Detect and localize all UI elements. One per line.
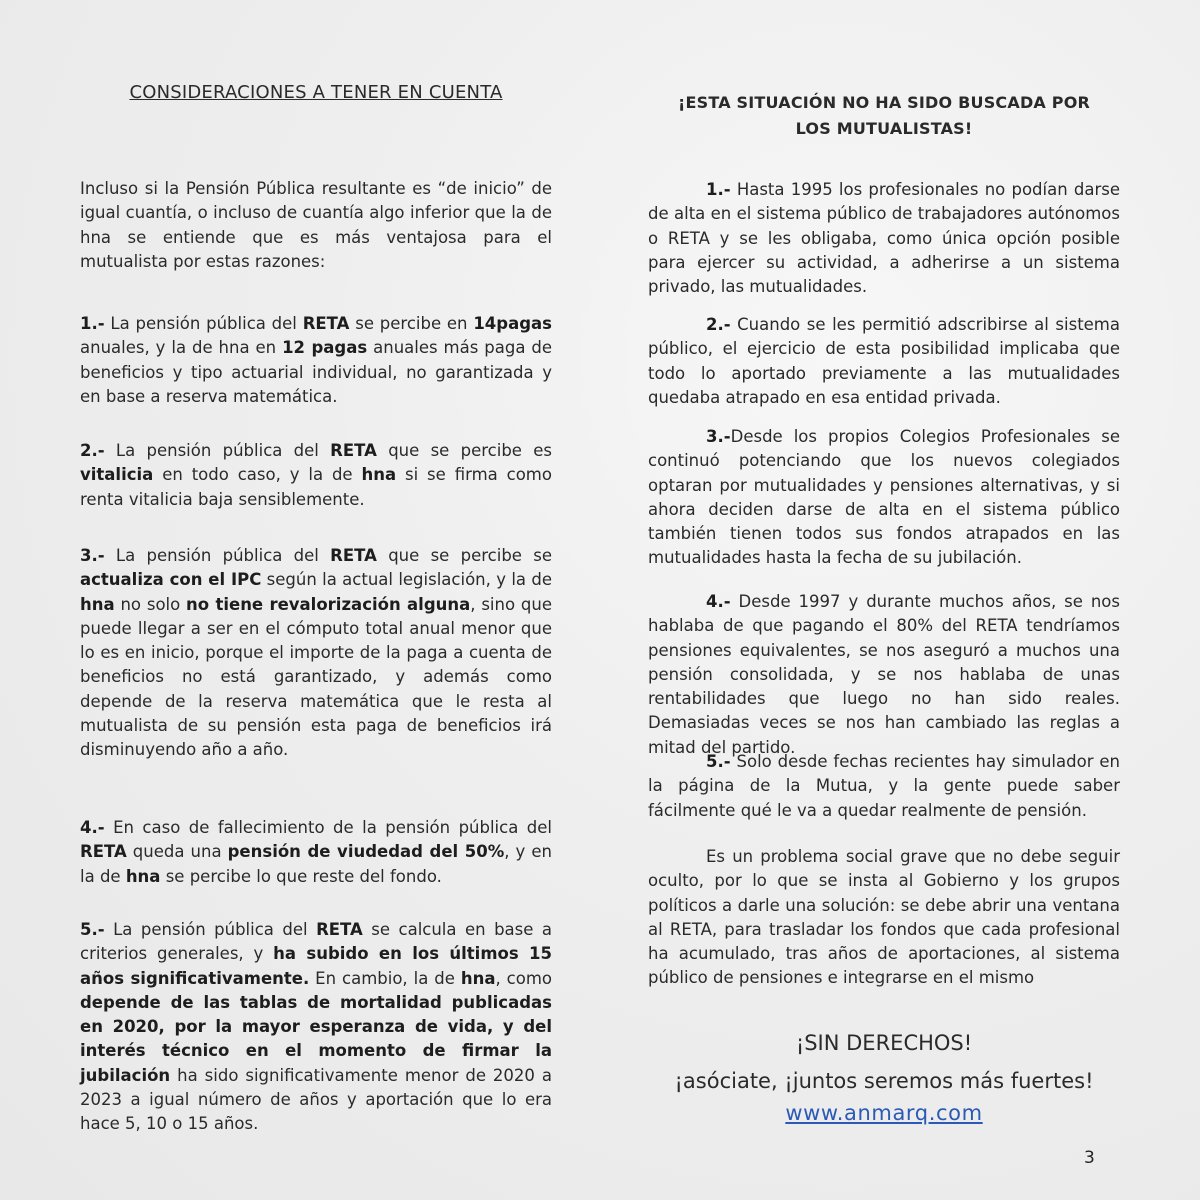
left-item-2: 2.- La pensión pública del RETA que se percibe es vitalicia en todo caso, y la de hna si se firma como renta vitalicia baja sensiblemente. (80, 441, 552, 509)
right-heading-line-2: LOS MUTUALISTAS! (795, 119, 973, 138)
left-intro: Incluso si la Pensión Pública resultante es “de inicio” de igual cuantía, o incluso de cuantía algo inferior que la de hna se entiende que es más ventajosa para el mutualista por estas razones: (80, 179, 552, 271)
left-item-3: 3.- La pensión pública del RETA que se percibe se actualiza con el IPC según la actual legislación, y la de hna no solo no tiene revalorización alguna, sino que puede llegar a ser en el cómputo total anual menor que lo es en inicio, porque el importe de la paga a cuenta de beneficios no está garantizado, y además como depende de la reserva matemática que le resta al mutualista de su pensión esta paga de beneficios irá disminuyendo año a año. (80, 546, 552, 760)
left-heading: CONSIDERACIONES A TENER EN CUENTA (129, 82, 503, 103)
left-item-1: 1.- La pensión pública del RETA se percibe en 14pagas anuales, y la de hna en 12 pagas anuales más paga de beneficios y tipo actuarial individual, no garantizada y en base a reserva matemática. (80, 314, 553, 406)
page-number: 3 (1084, 1148, 1095, 1168)
right-item-2: 2.- Cuando se les permitió adscribirse al sistema público, el ejercicio de esta posibilidad implicaba que todo lo aportado previamente a las mutualidades quedaba atrapado en esa entidad privada. (648, 315, 1120, 407)
slogan-sin-derechos: ¡SIN DERECHOS! (795, 1031, 973, 1055)
left-item-5: 5.- La pensión pública del RETA se calcula en base a criterios generales, y ha subido en los últimos 15 años significativamente. En cambio, la de hna, como depende de las tablas de mortalidad publicadas en 2020, por la mayor esperanza de vida, y del interés técnico en el momento de firmar la jubilación ha sido significativamente menor de 2020 a 2023 a igual número de años y aportación que lo era hace 5, 10 o 15 años. (80, 920, 552, 1134)
right-closing: Es un problema social grave que no debe seguir oculto, por lo que se insta al Gobierno y los grupos políticos a darle una solución: se debe abrir una ventana al RETA, para trasladar los fondos que cada profesional ha acumulado, tras años de aportaciones, al sistema público de pensiones e integrarse en el mismo (648, 847, 1120, 988)
right-heading-line-1: ¡ESTA SITUACIÓN NO HA SIDO BUSCADA POR (677, 93, 1091, 112)
right-item-1: 1.- Hasta 1995 los profesionales no podían darse de alta en el sistema público de trabajadores autónomos o RETA y se les obligaba, como única opción posible para ejercer su actividad, a adherirse a un sistema privado, las mutualidades. (648, 180, 1120, 297)
right-item-3: 3.-Desde los propios Colegios Profesionales se continuó potenciando que los nuevos colegiados optaran por mutualidades y pensiones alternativas, y si ahora deciden darse de alta en el sistema público también tienen todos sus fondos atrapados en las mutualidades hasta la fecha de su jubilación. (648, 427, 1120, 568)
right-item-4: 4.- Desde 1997 y durante muchos años, se nos hablaba de que pagando el 80% del RETA tendríamos pensiones equivalentes, se nos aseguró a muchos una pensión consolidada, y se nos hablaba de unas rentabilidades que luego no han sido reales. Demasiadas veces se nos han cambiado las reglas a mitad del partido. (648, 592, 1120, 757)
slogan-asociate: ¡asóciate, ¡juntos seremos más fuertes! (674, 1069, 1094, 1093)
right-item-5: 5.- Solo desde fechas recientes hay simulador en la página de la Mutua, y la gente puede saber fácilmente qué le va a quedar realmente de pensión. (648, 752, 1120, 820)
website-link[interactable]: www.anmarq.com (785, 1101, 983, 1125)
left-item-4: 4.- En caso de fallecimiento de la pensión pública del RETA queda una pensión de viudedad del 50%, y en la de hna se percibe lo que reste del fondo. (80, 818, 552, 886)
right-heading (648, 90, 1120, 142)
